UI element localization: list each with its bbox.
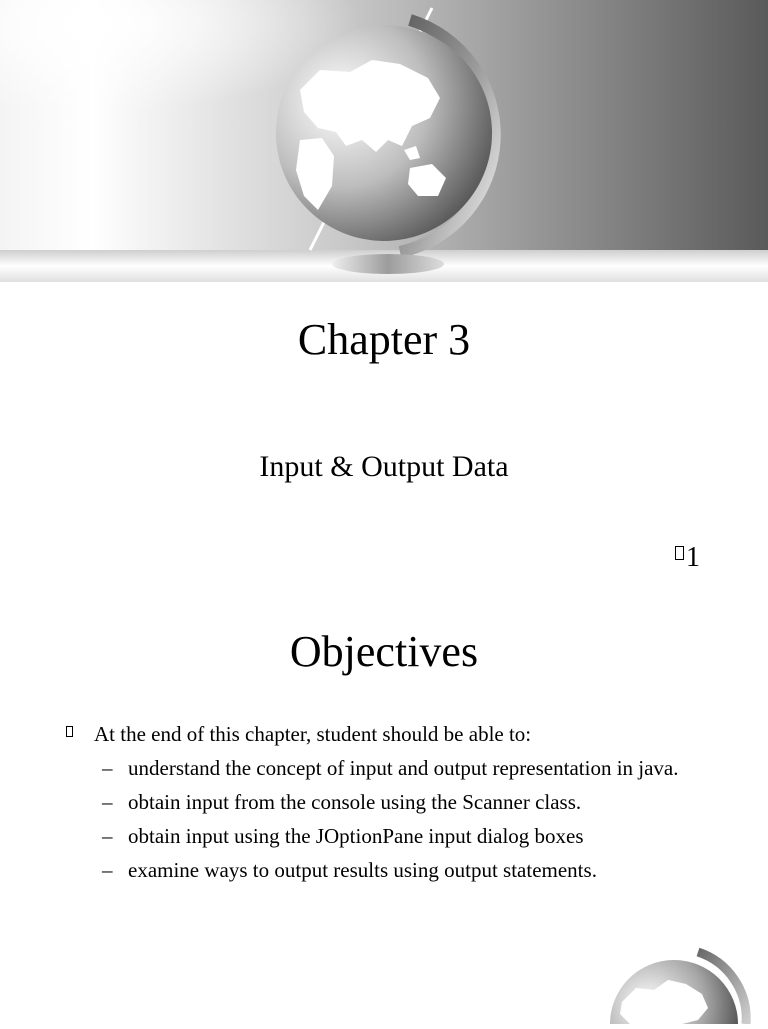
dash-icon: – xyxy=(102,824,113,848)
objectives-list xyxy=(62,720,722,890)
footer-globe xyxy=(590,940,768,1024)
sub-bullet-item xyxy=(62,822,722,850)
dash-icon: – xyxy=(102,790,113,814)
sub-bullet-list xyxy=(62,754,722,884)
slide-subtitle: Input & Output Data xyxy=(259,450,509,483)
sub-bullet-text: examine ways to output results using output statements. xyxy=(128,858,597,882)
globe-icon xyxy=(590,940,768,1024)
bullet-intro-text: At the end of this chapter, student should be able to: xyxy=(94,722,532,746)
header-banner xyxy=(0,0,768,282)
sub-bullet-text: obtain input from the console using the Scanner class. xyxy=(128,790,582,814)
page-number xyxy=(675,540,700,576)
dash-icon: – xyxy=(102,858,113,882)
bullet-icon xyxy=(66,726,73,737)
slide-title: Chapter 3 xyxy=(297,315,471,364)
objectives-title: Objectives xyxy=(289,627,479,676)
sub-bullet-item xyxy=(62,754,722,782)
sub-bullet-text: understand the concept of input and output representation in java. xyxy=(128,756,679,780)
sub-bullet-text: obtain input using the JOptionPane input dialog boxes xyxy=(128,824,584,848)
bullet-intro xyxy=(62,720,722,748)
sub-bullet-item xyxy=(62,788,722,816)
page-number-value: 1 xyxy=(686,542,700,573)
missing-glyph-icon xyxy=(675,546,684,560)
dash-icon: – xyxy=(102,756,113,780)
sub-bullet-item xyxy=(62,856,722,884)
